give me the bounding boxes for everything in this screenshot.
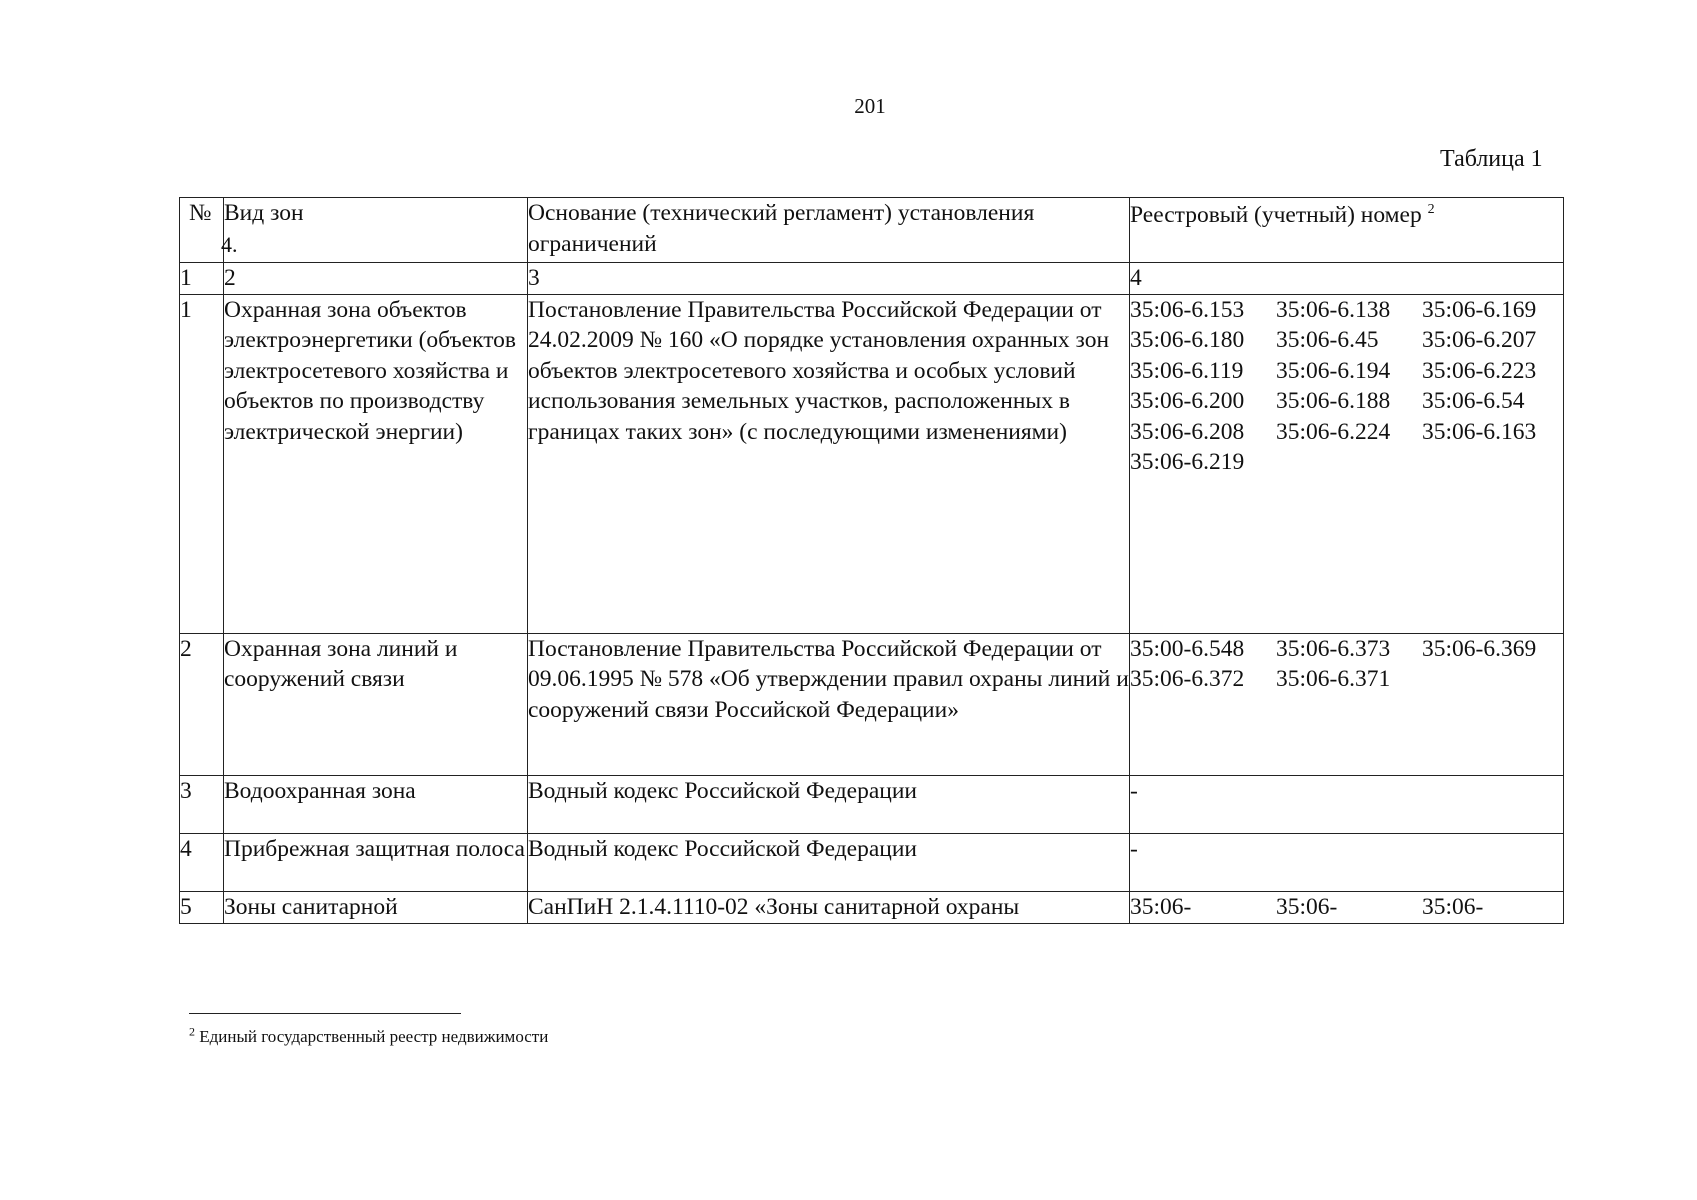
- zone-type-cell: Зоны санитарной: [224, 891, 528, 923]
- registry-number: 35:06-6.138: [1276, 296, 1391, 323]
- header-zone-type: Вид зон: [224, 198, 528, 263]
- registry-cell: -: [1130, 775, 1564, 833]
- registry-number: 35:00-6.548: [1130, 635, 1245, 662]
- registry-number: 35:06-6.208: [1130, 418, 1245, 445]
- registry-column: [1276, 634, 1422, 695]
- zone-type-cell: Охранная зона линий и сооружений связи: [224, 633, 528, 775]
- header-basis: Основание (технический регламент) установления ограничений: [528, 198, 1130, 263]
- column-number: 3: [528, 263, 1130, 295]
- registry-column: [1422, 634, 1552, 695]
- registry-number: 35:06-6.369: [1422, 635, 1537, 662]
- registry-column: [1130, 295, 1276, 478]
- column-number: 1: [180, 263, 224, 295]
- registry-number: 35:06-: [1422, 893, 1484, 920]
- registry-column: [1276, 295, 1422, 478]
- registry-number: 35:06-6.200: [1130, 388, 1245, 414]
- basis-cell: Водный кодекс Российской Федерации: [528, 775, 1130, 833]
- zone-type-cell: Охранная зона объектов электроэнергетики (объектов электросетевого хозяйства и объектов по производству электрической энергии): [224, 294, 528, 633]
- footnote-mark: 2: [189, 1024, 195, 1039]
- registry-number: 35:06-6.371: [1276, 666, 1391, 692]
- header-registry-label: Реестровый (учетный) номер: [1130, 202, 1422, 228]
- zone-type-cell: Прибрежная защитная полоса: [224, 833, 528, 891]
- footnote: [189, 1024, 549, 1047]
- row-number: 1: [180, 294, 224, 633]
- table-row: [180, 833, 1564, 891]
- registry-column: [1422, 892, 1552, 923]
- registry-column: [1130, 892, 1276, 923]
- registry-number: 35:06-6.163: [1422, 418, 1537, 445]
- column-number: 4: [1130, 263, 1564, 295]
- registry-number: 35:06-6.119: [1130, 357, 1244, 384]
- row-number: 2: [180, 633, 224, 775]
- registry-number: 35:06-6.207: [1422, 327, 1537, 353]
- header-stray-mark: 4.: [221, 232, 238, 257]
- table-body: [180, 294, 1564, 923]
- registry-number: 35:06-6.224: [1276, 418, 1391, 445]
- row-number: 3: [180, 775, 224, 833]
- table-row: [180, 891, 1564, 923]
- basis-cell: СанПиН 2.1.4.1110-02 «Зоны санитарной охраны: [528, 891, 1130, 923]
- registry-number: 35:06-: [1276, 893, 1338, 920]
- registry-column: [1276, 892, 1422, 923]
- registry-cell: [1130, 891, 1564, 923]
- header-row: [180, 198, 1564, 263]
- basis-cell: Постановление Правительства Российской Федерации от 09.06.1995 № 578 «Об утверждении правил охраны линий и сооружений связи Российской Федерации»: [528, 633, 1130, 775]
- registry-cell: -: [1130, 833, 1564, 891]
- table-row: [180, 294, 1564, 633]
- footnote-text: Единый государственный реестр недвижимости: [199, 1027, 549, 1046]
- zone-type-cell: Водоохранная зона: [224, 775, 528, 833]
- column-number: 2: [224, 263, 528, 295]
- header-num: [180, 198, 238, 263]
- registry-columns: [1130, 892, 1563, 923]
- registry-number: 35:06-: [1130, 893, 1192, 920]
- registry-number: 35:06-6.223: [1422, 357, 1537, 384]
- registry-number: 35:06-6.188: [1276, 388, 1391, 414]
- registry-columns: [1130, 295, 1563, 478]
- restrictions-table: [179, 197, 1564, 924]
- registry-number: 35:06-6.180: [1130, 327, 1245, 353]
- registry-column: [1130, 634, 1276, 695]
- registry-number: 35:06-6.153: [1130, 296, 1245, 323]
- basis-cell: Постановление Правительства Российской Федерации от 24.02.2009 № 160 «О порядке установления охранных зон объектов электросетевого хозяйства и особых условий использования земельных участков, расположенных в границах таких зон» (с последующими изменениями): [528, 294, 1130, 633]
- row-number: 5: [180, 891, 224, 923]
- registry-number: 35:06-6.54: [1422, 388, 1525, 414]
- registry-number: 35:06-6.373: [1276, 635, 1391, 662]
- table-caption: Таблица 1: [1440, 146, 1543, 172]
- registry-cell: [1130, 294, 1564, 633]
- registry-number: 35:06-6.194: [1276, 357, 1391, 384]
- registry-columns: [1130, 634, 1563, 695]
- row-number: 4: [180, 833, 224, 891]
- basis-cell: Водный кодекс Российской Федерации: [528, 833, 1130, 891]
- table-row: [180, 775, 1564, 833]
- table-row: [180, 633, 1564, 775]
- footnote-reference: 2: [1427, 202, 1435, 218]
- header-num-label: №: [189, 200, 212, 226]
- registry-number: 35:06-6.169: [1422, 296, 1537, 323]
- registry-number: 35:06-6.219: [1130, 449, 1245, 475]
- page-number: 201: [854, 94, 886, 118]
- registry-column: [1422, 295, 1552, 478]
- registry-number: 35:06-6.45: [1276, 327, 1379, 353]
- registry-number: 35:06-6.372: [1130, 666, 1245, 692]
- registry-cell: [1130, 633, 1564, 775]
- header-registry: [1130, 198, 1564, 263]
- column-number-row: [180, 263, 1564, 295]
- footnote-separator: [189, 1013, 461, 1014]
